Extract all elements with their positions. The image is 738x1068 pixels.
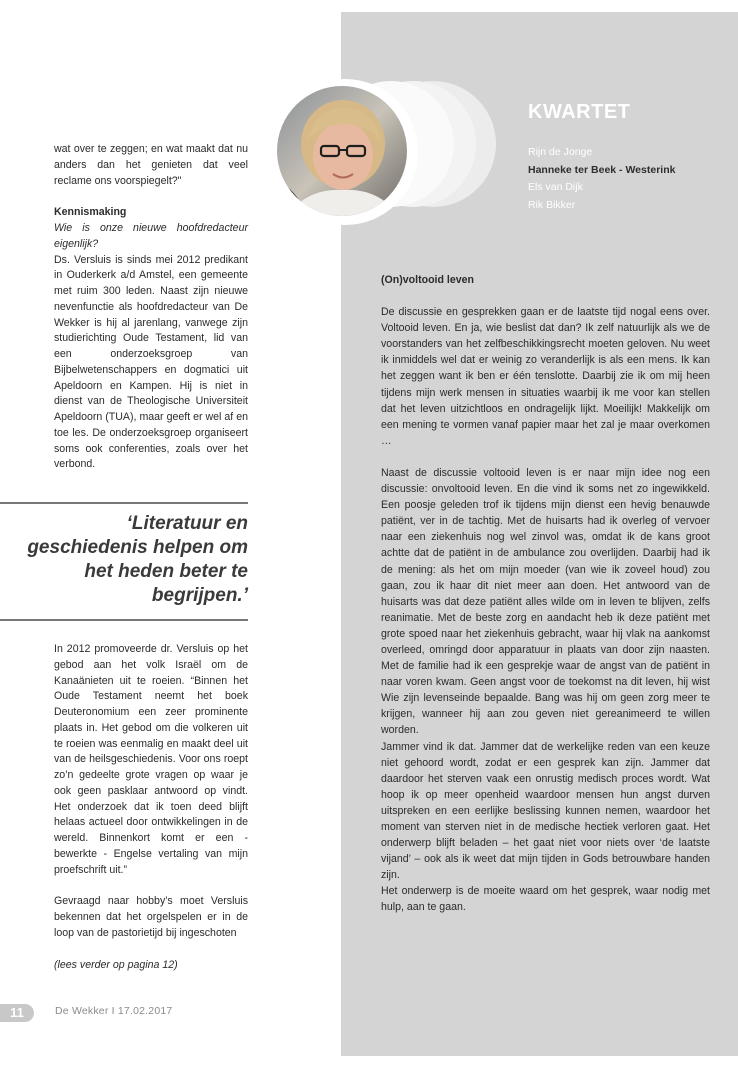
article-paragraph: Naast de discussie voltooid leven is er naar mijn idee nog een discussie: onvoltooid leven. En die vind ik soms net zo ingewikkeld. Een poosje geleden trof ik tijdens mijn dienst een hevig benauwde patiënt, ver in de tachtig. Met de huisarts had ik overleg of vervoer naar een ziekenhuis nog wel zinvol was, omdat ik de kans groot achtte dat de patiënt in de ambulance zou overlijden. Daarbij had ik de mening: als het om mijn moeder (van wie ik zoveel houd) zou gaan, zou ik haar dit niet meer aan doen. Het antwoord van de huisarts was dat deze patiënt alles wilde om in leven te blijven, zelfs reanimatie. Met de beste zorg en aandacht heb ik deze patiënt met grote spoed naar het ziekenhuis gebracht, waar hij vlak na aankomst overleed, omringd door apparatuur in plaats van door zijn naasten. Met de familie had ik een gesprekje waar de angst van de patiënt in naar voren kwam. Geen angst voor de toekomst na dit leven, hij wist Wie zijn levenseinde bepaalde. Bang was hij om geen zorg meer te krijgen, wanneer hij aan zou geven niet gereanimeerd te willen worden. <box>381 466 710 737</box>
article-heading: (On)voltooid leven <box>381 274 474 286</box>
author-portrait <box>277 86 407 216</box>
kwartet-title: KWARTET <box>528 101 631 123</box>
intro-text: wat over te zeggen; en wat maakt dat nu anders dan het genieten dat veel reclame ons voorspiegelt?" <box>54 143 248 187</box>
kwartet-name: Rik Bikker <box>528 198 576 211</box>
body-paragraph: Ds. Versluis is sinds mei 2012 predikant in Ouderkerk a/d Amstel, een gemeente met ruim 300 leden. Naast zijn nieuwe nevenfunctie als hoofdredacteur van De Wekker is hij al jarenlang, vanwege zijn studierichting Oude Testament, lid van een onderzoeksgroep van Bijbelwetenschappers en dogmatici uit Apeldoorn en Kampen. Hij is niet in dienst van de Theologische Universiteit Apeldoorn (TUA), maar geeft er wel af en toe les. De onderzoeksgroep organiseert soms ook conferenties, zoals over het verbond. <box>54 253 248 471</box>
kwartet-name: Els van Dijk <box>528 181 583 193</box>
body-paragraph: Gevraagd naar hobby’s moet Versluis bekennen dat het orgelspelen er in de loop van de pastorietijd bij ingeschoten <box>54 895 248 939</box>
column-article <box>381 272 710 916</box>
article-paragraph: De discussie en gesprekken gaan er de laatste tijd nogal eens over. Voltooid leven. En ja, wie beslist dat dan? Ik zelf natuurlijk als we de voorstanders van het zelfbeschikkingsrecht moeten geloven. Nu weet ik inmiddels wel dat er weinig zo veranderlijk is als een mens. Ik kan het zeggen want ik ben er één tenslotte. Daarbij zie ik om mij heen tijdens mijn werk mensen in situaties waarbij ik me voor kan stellen dat het leven uitzichtloos en ondragelijk lijkt. Moeilijk! Makkelijk om een mening te vormen vanaf papier maar het zal je maar overkomen … <box>381 306 710 447</box>
section-heading: Kennismaking <box>54 206 127 219</box>
page-footer <box>0 1002 300 1024</box>
kwartet-names <box>528 144 675 214</box>
body-paragraph: In 2012 promoveerde dr. Versluis op het gebod aan het volk Israël om de Kanaänieten uit te roeien. “Binnen het Oude Testament neemt het boek Deuteronomium een zeer prominente plaats in. Het gebod om die volkeren uit te roeien was eenmalig en maakt deel uit van de heilsgeschiedenis. Voor ons roept zo’n gedeelte grote vragen op waar je ook geen pasklaar antwoord op vindt. Het onderzoek dat ik toen deed blijft helaas actueel door ontwikkelingen in de wereld. Binnenkort komt er een - bewerkte - Engelse vertaling van mijn proefschrift uit.” <box>54 643 248 876</box>
publication-info: De Wekker I 17.02.2017 <box>55 1005 173 1017</box>
pull-quote: ‘Literatuur en geschiedenis helpen om het heden beter te begrijpen.’ <box>27 513 248 606</box>
kwartet-name: Rijn de Jonge <box>528 146 593 158</box>
quote-rule-bottom <box>0 619 248 621</box>
article-paragraph: Jammer vind ik dat. Jammer dat de werkelijke reden van een keuze niet gehoord wordt, zodat er een gesprek kan zijn. Jammer dat daardoor het sterven vaak een onrustig medisch proces wordt. Wat hoop ik op meer openheid waardoor mensen hun angst durven uitspreken en een eerlijke beslissing kunnen nemen, waardoor het moment van sterven niet in de medische hectiek verloren gaat. Het onderwerp blijft beladen – het gaat niet voor niets over ‘de laatste vijand’ – ook als ik weet dat mijn tijden in Gods betrouwbare handen zijn. <box>381 740 710 882</box>
page-number: 11 <box>0 1004 34 1022</box>
continued-link[interactable]: (lees verder op pagina 12) <box>54 958 178 971</box>
left-column-bottom <box>54 642 248 973</box>
section-question: Wie is onze nieuwe hoofdredacteur eigenlijk? <box>54 222 248 250</box>
quote-rule-top <box>0 502 248 504</box>
article-paragraph: Het onderwerp is de moeite waard om het gesprek, waar nodig met hulp, aan te gaan. <box>381 885 710 914</box>
kwartet-name-active: Hanneke ter Beek - Westerink <box>528 163 676 176</box>
left-column-top <box>54 142 248 473</box>
